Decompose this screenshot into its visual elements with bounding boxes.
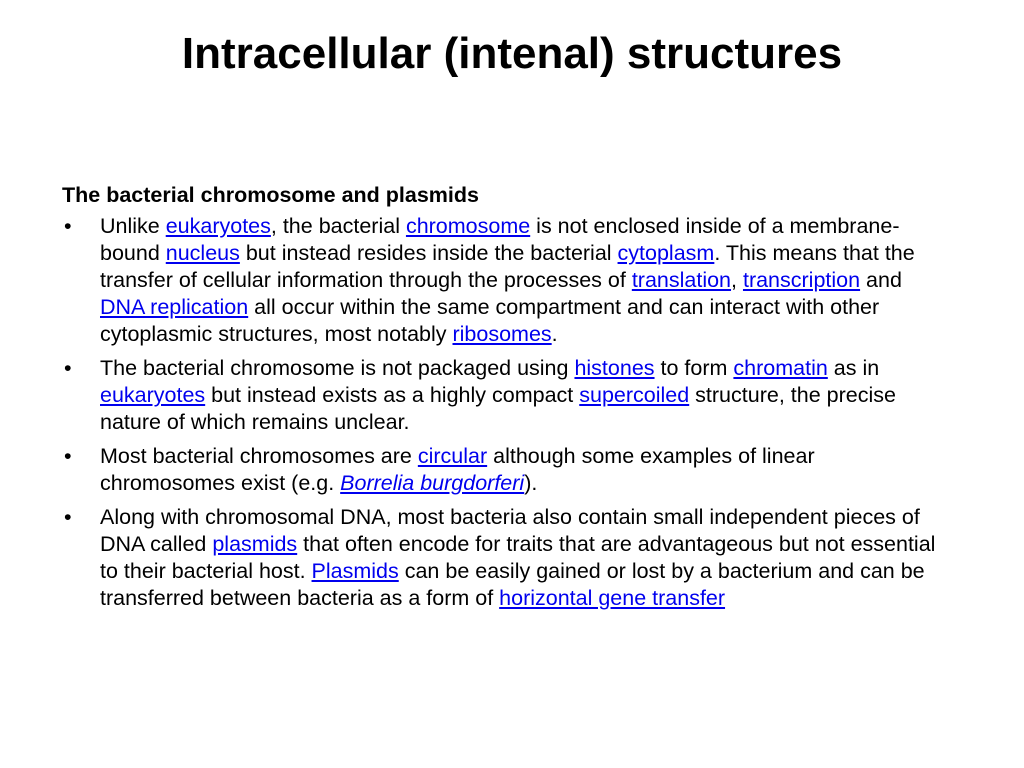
bullet-text: ). bbox=[524, 471, 538, 495]
slide-title: Intracellular (intenal) structures bbox=[181, 29, 843, 78]
slide-content bbox=[62, 182, 940, 619]
hyperlink[interactable]: chromosome bbox=[405, 214, 531, 238]
bullet-text: although some examples of linear chromosomes exist (e.g. bbox=[100, 444, 815, 495]
hyperlink[interactable]: cytoplasm bbox=[617, 241, 715, 265]
bullet-text: . bbox=[551, 322, 558, 346]
hyperlink[interactable]: Borrelia burgdorferi bbox=[340, 471, 525, 495]
section-heading: The bacterial chromosome and plasmids bbox=[62, 183, 479, 207]
bullet-text: is not enclosed inside of a membrane-bound bbox=[100, 214, 900, 265]
bullet-text: Most bacterial chromosomes are bbox=[100, 444, 418, 468]
hyperlink[interactable]: nucleus bbox=[165, 241, 240, 265]
bullet-text: all occur within the same compartment and can interact with other cytoplasmic structures, most notably bbox=[100, 295, 880, 346]
bullet-text: . This means that the transfer of cellular information through the processes of bbox=[100, 241, 915, 292]
hyperlink[interactable]: horizontal gene transfer bbox=[499, 586, 726, 610]
bullet-text: to form bbox=[654, 356, 734, 380]
bullet-marker: • bbox=[64, 356, 72, 380]
hyperlink[interactable]: translation bbox=[631, 268, 732, 292]
hyperlink[interactable]: DNA replication bbox=[100, 295, 249, 319]
bullet-list bbox=[62, 213, 940, 612]
bullet-text: The bacterial chromosome is not packaged using bbox=[100, 356, 575, 380]
hyperlink[interactable]: supercoiled bbox=[579, 383, 690, 407]
bullet-text: structure, the precise nature of which remains unclear. bbox=[100, 383, 896, 434]
hyperlink[interactable]: circular bbox=[417, 444, 488, 468]
hyperlink[interactable]: chromatin bbox=[733, 356, 828, 380]
bullet-marker: • bbox=[64, 505, 72, 529]
bullet-text: Unlike bbox=[100, 214, 166, 238]
bullet-marker: • bbox=[64, 444, 72, 468]
bullet-text: but instead exists as a highly compact bbox=[205, 383, 580, 407]
hyperlink[interactable]: histones bbox=[574, 356, 655, 380]
hyperlink[interactable]: ribosomes bbox=[452, 322, 552, 346]
hyperlink[interactable]: Plasmids bbox=[311, 559, 399, 583]
hyperlink[interactable]: transcription bbox=[742, 268, 861, 292]
hyperlink[interactable]: eukaryotes bbox=[165, 214, 271, 238]
bullet-item bbox=[62, 213, 940, 348]
hyperlink[interactable]: plasmids bbox=[212, 532, 298, 556]
bullet-item bbox=[62, 443, 940, 497]
bullet-text: as in bbox=[827, 356, 880, 380]
bullet-text: Along with chromosomal DNA, most bacteria also contain small independent pieces of DNA called bbox=[100, 505, 920, 556]
hyperlink[interactable]: eukaryotes bbox=[100, 383, 206, 407]
bullet-marker: • bbox=[64, 214, 72, 238]
bullet-text: can be easily gained or lost by a bacterium and can be transferred between bacteria as a form of bbox=[100, 559, 925, 610]
bullet-text: but instead resides inside the bacterial bbox=[239, 241, 618, 265]
bullet-text: , the bacterial bbox=[270, 214, 406, 238]
bullet-item bbox=[62, 355, 940, 436]
bullet-text: , bbox=[731, 268, 743, 292]
bullet-item bbox=[62, 504, 940, 612]
bullet-text: and bbox=[860, 268, 902, 292]
bullet-text: that often encode for traits that are advantageous but not essential to their bacterial host. bbox=[100, 532, 936, 583]
